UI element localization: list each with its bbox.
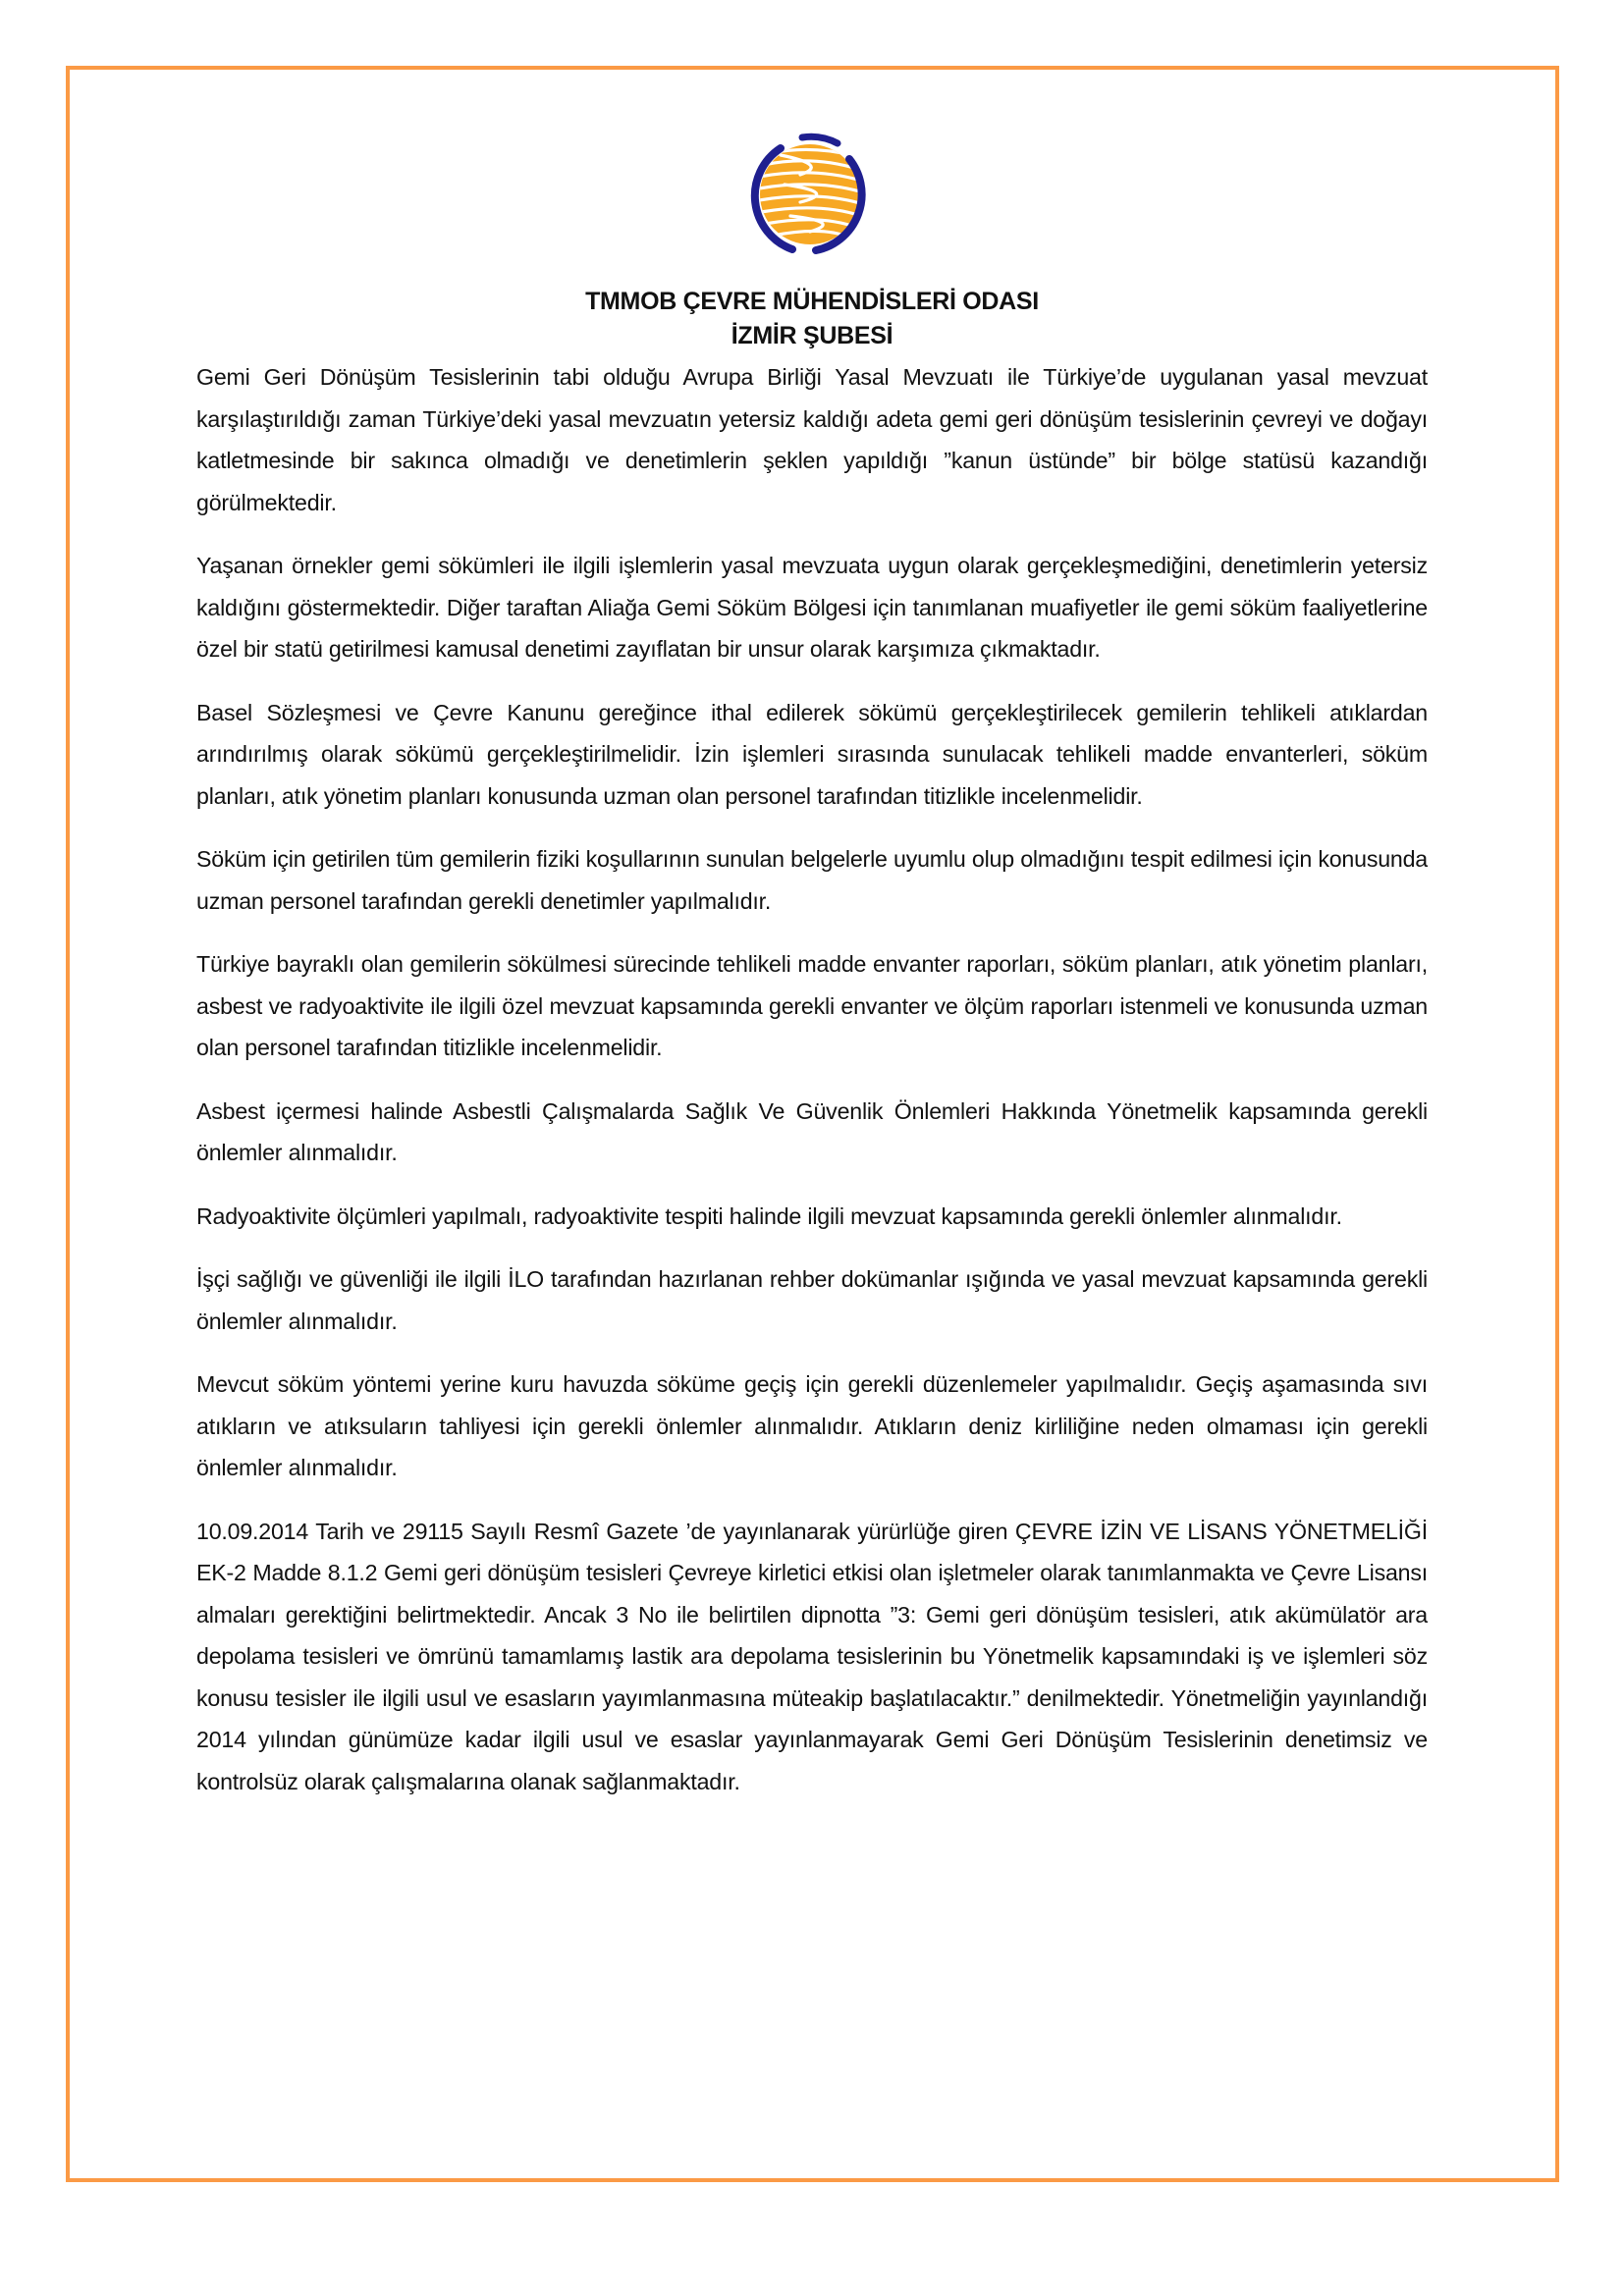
paragraph: Söküm için getirilen tüm gemilerin fiziki koşullarının sunulan belgelerle uyumlu olup olmadığını tespit edilmesi için konusunda uzman personel tarafından gerekli denetimler yapılmalıdır.: [196, 846, 1428, 914]
paragraph: Gemi Geri Dönüşüm Tesislerinin tabi olduğu Avrupa Birliği Yasal Mevzuatı ile Türkiye’de uygulanan yasal mevzuat karşılaştırıldığı zaman Türkiye’deki yasal mevzuatın yetersiz kaldığı adeta gemi geri dönüşüm tesislerinin çevreyi ve doğayı katletmesinde bir sakınca olmadığı ve denetimlerin şeklen yapıldığı ”kanun üstünde” bir bölge statüsü kazandığı görülmektedir.: [196, 364, 1428, 515]
paragraph: İşçi sağlığı ve güvenliği ile ilgili İLO tarafından hazırlanan rehber dokümanlar ışığında ve yasal mevzuat kapsamında gerekli önlemler alınmalıdır.: [196, 1266, 1428, 1334]
organization-name: TMMOB ÇEVRE MÜHENDİSLERİ ODASI: [585, 288, 1039, 315]
paragraph: Radyoaktivite ölçümleri yapılmalı, radyoaktivite tespiti halinde ilgili mevzuat kapsamında gerekli önlemler alınmalıdır.: [196, 1202, 1342, 1229]
paragraph: Mevcut söküm yöntemi yerine kuru havuzda söküme geçiş için gerekli düzenlemeler yapılmalıdır. Geçiş aşamasında sıvı atıkların ve atıksuların tahliyesi için gerekli önlemler alınmalıdır. Atıkların deniz kirliliğine neden olmaması için gerekli önlemler alınmalıdır.: [196, 1371, 1428, 1480]
paragraph: 10.09.2014 Tarih ve 29115 Sayılı Resmî Gazete ’de yayınlanarak yürürlüğe giren ÇEVRE İZİN VE LİSANS YÖNETMELİĞİ EK-2 Madde 8.1.2 Gemi geri dönüşüm tesisleri Çevreye kirletici etkisi olan işletmeler olarak tanımlanmakta ve Çevre Lisansı almaları gerektiğini belirtmektedir. Ancak 3 No ile belirtilen dipnotta ”3: Gemi geri dönüşüm tesisleri, atık akümülatör ara depolama tesisleri ve ömrünü tamamlamış lastik ara depolama tesislerinin bu Yönetmelik kapsamındaki iş ve işlemleri söz konusu tesisler ile ilgili usul ve esasların yayımlanmasına müteakip başlatılacaktır.” denilmektedir. Yönetmeliğin yayınlandığı 2014 yılından günümüze kadar ilgili usul ve esaslar yayınlanmayarak Gemi Geri Dönüşüm Tesislerinin denetimsiz ve kontrolsüz olarak çalışmalarına olanak sağlanmaktadır.: [196, 1518, 1428, 1794]
branch-name: İZMİR ŞUBESİ: [731, 322, 893, 349]
document-header: [196, 285, 1428, 353]
paragraph: Asbest içermesi halinde Asbestli Çalışmalarda Sağlık Ve Güvenlik Önlemleri Hakkında Yönetmelik kapsamında gerekli önlemler alınmalıdır.: [196, 1097, 1428, 1165]
paragraph: Yaşanan örnekler gemi sökümleri ile ilgili işlemlerin yasal mevzuata uygun olarak gerçekleşmediğini, denetimlerin yetersiz kaldığını göstermektedir. Diğer taraftan Aliağa Gemi Söküm Bölgesi için tanımlanan muafiyetler ile gemi söküm faaliyetlerine özel bir statü getirilmesi kamusal denetimi zayıflatan bir unsur olarak karşımıza çıkmaktadır.: [196, 553, 1428, 662]
organization-logo-icon: [741, 126, 879, 263]
paragraph: Basel Sözleşmesi ve Çevre Kanunu gereğince ithal edilerek sökümü gerçekleştirilecek gemilerin tehlikeli atıklardan arındırılmış olarak sökümü gerçekleştirilmelidir. İzin işlemleri sırasında sunulacak tehlikeli madde envanterleri, söküm planları, atık yönetim planları konusunda uzman olan personel tarafından titizlikle incelenmelidir.: [196, 699, 1428, 809]
paragraph: Türkiye bayraklı olan gemilerin sökülmesi sürecinde tehlikeli madde envanter raporları, söküm planları, atık yönetim planları, asbest ve radyoaktivite ile ilgili özel mevzuat kapsamında gerekli envanter ve ölçüm raporları istenmeli ve konusunda uzman olan personel tarafından titizlikle incelenmelidir.: [196, 951, 1428, 1060]
document-body: [196, 356, 1428, 1824]
